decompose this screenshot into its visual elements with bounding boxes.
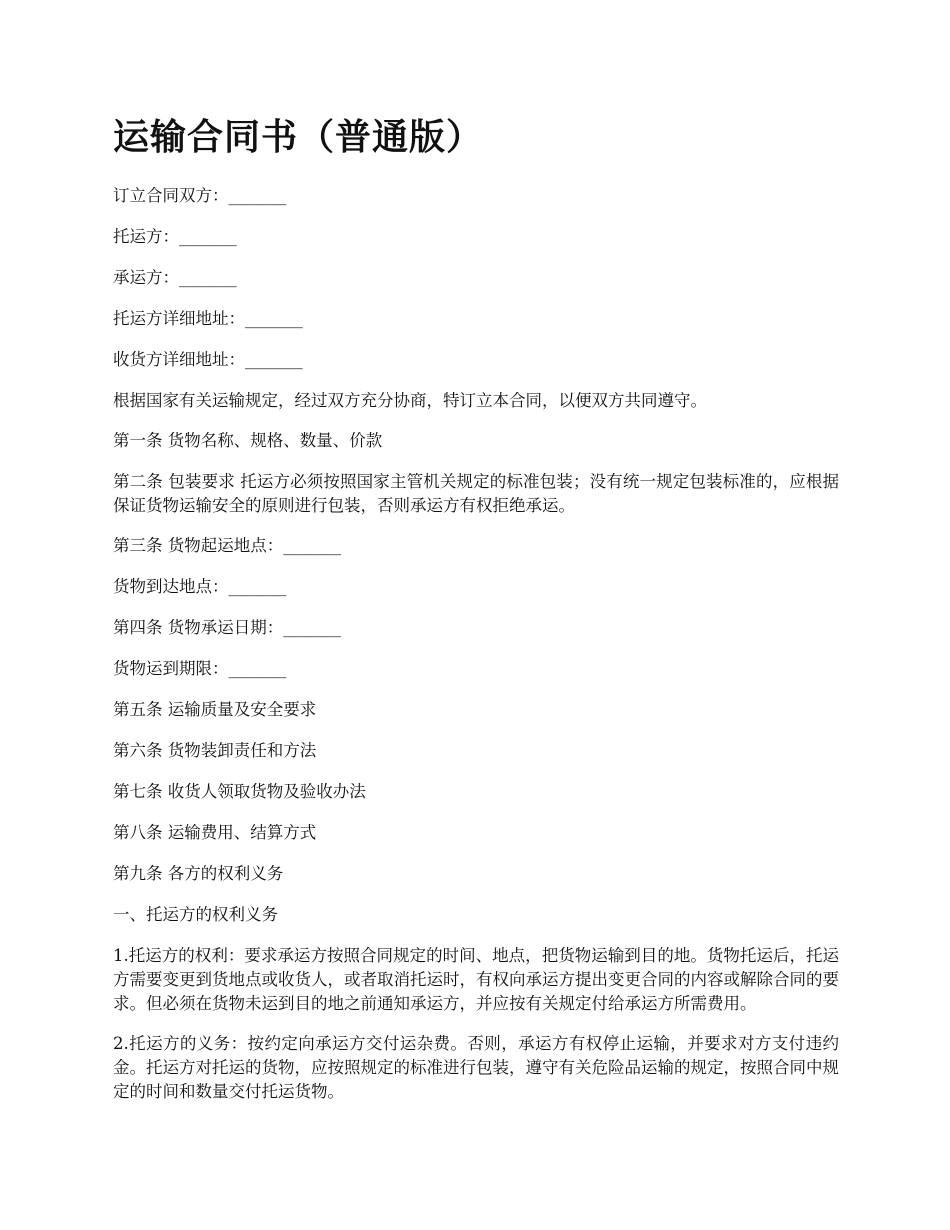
shipper-rights-paragraph: 1.托运方的权利：要求承运方按照合同规定的时间、地点，把货物运输到目的地。货物托运后，托运方需要变更到货地点或收货人，或者取消托运时，有权向承运方提出变更合同的内容或解除合同的要求。但必须在货物未运到目的地之前通知承运方，并应按有关规定付给承运方所需费用。 <box>113 946 839 1013</box>
arrival-location-line: 货物到达地点：_______ <box>113 577 287 596</box>
article-9: 第九条 各方的权利义务 <box>113 864 284 883</box>
consignee-address-line: 收货方详细地址：_______ <box>113 350 303 369</box>
document-page <box>113 112 839 1120</box>
preamble-paragraph: 根据国家有关运输规定，经过双方充分协商，特订立本合同，以便双方共同遵守。 <box>113 391 707 410</box>
document-title: 运输合同书（普通版） <box>113 116 484 158</box>
article-7: 第七条 收货人领取货物及验收办法 <box>113 782 366 801</box>
contract-parties-line: 订立合同双方：_______ <box>113 186 287 205</box>
article-8: 第八条 运输费用、结算方式 <box>113 823 317 842</box>
carrier-line: 承运方：_______ <box>113 268 237 287</box>
article-4: 第四条 货物承运日期：_______ <box>113 618 341 637</box>
section-shipper-rights: 一、托运方的权利义务 <box>113 905 278 924</box>
article-2: 第二条 包装要求 托运方必须按照国家主管机关规定的标准包装；没有统一规定包装标准的，应根据保证货物运输安全的原则进行包装，否则承运方有权拒绝承运。 <box>113 472 839 515</box>
shipper-address-line: 托运方详细地址：_______ <box>113 309 303 328</box>
shipper-obligations-paragraph: 2.托运方的义务：按约定向承运方交付运杂费。否则，承运方有权停止运输，并要求对方支付违约金。托运方对托运的货物，应按照规定的标准进行包装，遵守有关危险品运输的规定，按照合同中规定的时间和数量交付托运货物。 <box>113 1034 839 1101</box>
article-5: 第五条 运输质量及安全要求 <box>113 700 317 719</box>
article-3: 第三条 货物起运地点：_______ <box>113 536 341 555</box>
delivery-deadline-line: 货物运到期限：_______ <box>113 659 287 678</box>
article-1: 第一条 货物名称、规格、数量、价款 <box>113 431 383 450</box>
article-6: 第六条 货物装卸责任和方法 <box>113 741 317 760</box>
shipper-line: 托运方：_______ <box>113 227 237 246</box>
